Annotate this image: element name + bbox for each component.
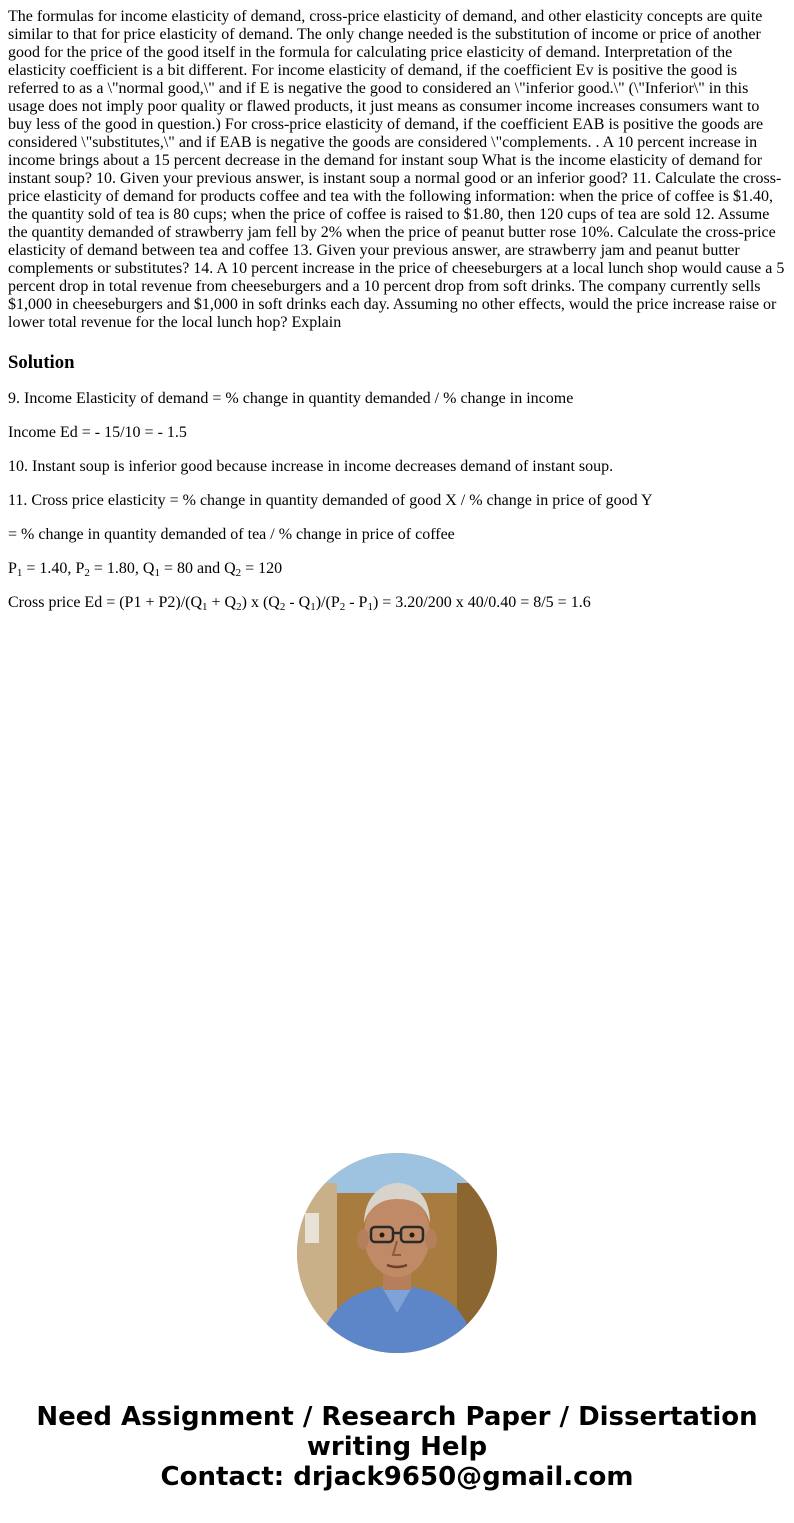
- tutor-portrait-image: [297, 1153, 497, 1353]
- solution-heading: Solution: [8, 352, 75, 373]
- solution-line-income-ed: Income Ed = - 15/10 = - 1.5: [8, 424, 187, 441]
- document-body: [8, 8, 786, 612]
- solution-line-tea-coffee: = % change in quantity demanded of tea / % change in price of coffee: [8, 526, 455, 543]
- solution-line-cross-price-formula: 11. Cross price elasticity = % change in quantity demanded of good X / % change in price of good Y: [8, 492, 653, 509]
- solution-line-given-values: $P_1 = 1.40$, $P_2 = 1.80$, $Q_1 = 80$ and $Q_2 = 120$: [8, 560, 283, 579]
- solution-line-cross-price-result: Cross price $Ed = (P1 + P2)/(Q_1 + Q_2)$ x $(Q_2 - Q_1)/(P_2 - P_1) = 3.20/200$ x 40/0.40 = 8/5 = 1.6: [8, 594, 591, 613]
- promo-line-1: Need Assignment / Research Paper / Dissertation: [36, 1402, 758, 1432]
- solution-line-income-elasticity-formula: 9. Income Elasticity of demand = % change in quantity demanded / % change in income: [8, 390, 574, 407]
- promo-line-2: writing Help: [306, 1432, 488, 1462]
- question-text: The formulas for income elasticity of demand, cross-price elasticity of demand, and other elasticity concepts are quite similar to that for price elasticity of demand. The only change needed is the substitution of income or price of another good for the price of the good itself in the formula for calculating price elasticity of demand. Interpretation of the elasticity coefficient is a bit different. For income elasticity of demand, if the coefficient Ev is positive the good is referred to as a \"normal good,\" and if E is negative the good to considered an \"inferior good.\" (\"Inferior\" in this usage does not imply poor quality or flawed products, it just means as consumer income increases consumers want to buy less of the good in question.) For cross-price elasticity of demand, if the coefficient EAB is positive the goods are considered \"substitutes,\" and if EAB is negative the goods are considered \"complements. . A 10 percent increase in income brings about a 15 percent decrease in the demand for instant soup What is the income elasticity of demand for instant soup? 10. Given your previous answer, is instant soup a normal good or an inferior good? 11. Calculate the cross-price elasticity of demand for products coffee and tea with the following information: when the price of coffee is $1.40, the quantity sold of tea is 80 cups; when the price of coffee is raised to $1.80, then 120 cups of tea are sold 12. Assume the quantity demanded of strawberry jam fell by 2% when the price of peanut butter rose 10%. Calculate the cross-price elasticity of demand between tea and coffee 13. Given your previous answer, are strawberry jam and peanut butter complements or substitutes? 14. A 10 percent increase in the price of cheeseburgers at a local lunch shop would cause a 5 percent drop in total revenue from cheeseburgers and a 10 percent drop from soft drinks. The company currently sells $1,000 in cheeseburgers and $1,000 in soft drinks each day. Assuming no other effects, would the price increase raise or lower total revenue for the local lunch hop? Explain: [8, 8, 785, 331]
- solution-line-inferior-good: 10. Instant soup is inferior good because increase in income decreases demand of instant soup.: [8, 458, 614, 475]
- promo-contact-email: Contact: drjack9650@gmail.com: [160, 1462, 634, 1492]
- promo-banner: [0, 1402, 794, 1492]
- tutor-photo: [297, 1153, 497, 1353]
